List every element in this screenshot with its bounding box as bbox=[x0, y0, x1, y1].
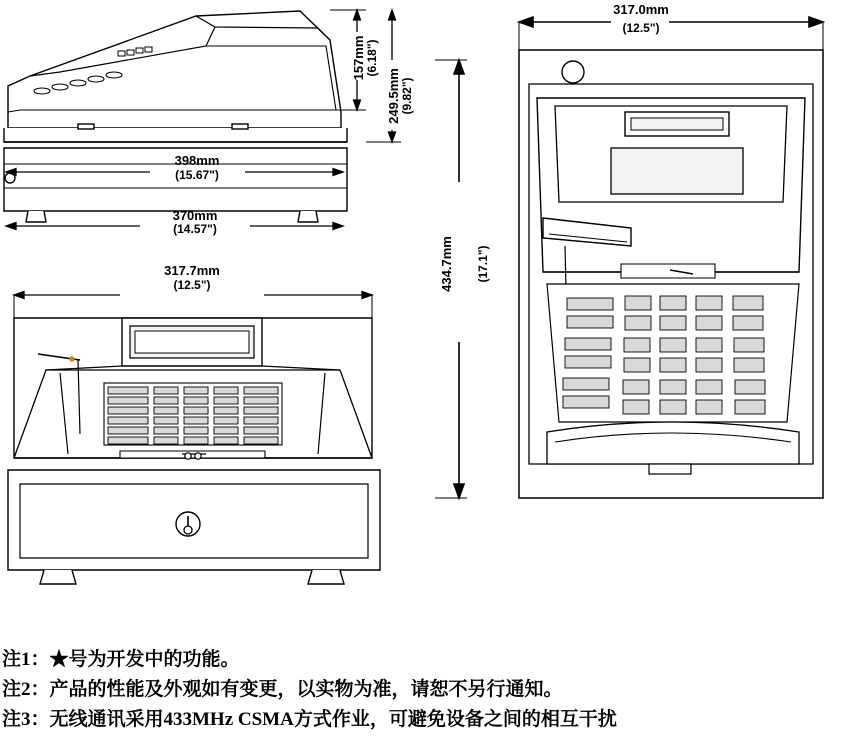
dim-front-width-mm: 317.7mm bbox=[164, 263, 220, 278]
note-line-2: 注2：产品的性能及外观如有变更，以实物为准，请恕不另行通知。 bbox=[2, 679, 563, 700]
dim-depth-lower-in: (14.57") bbox=[173, 222, 217, 236]
top-view bbox=[415, 2, 845, 542]
dim-depth-upper-mm: 398mm bbox=[174, 153, 220, 168]
dim-top-height-mm: 434.7mm bbox=[439, 236, 454, 292]
dim-height-display-in: (6.18") bbox=[365, 39, 379, 77]
dim-top-height-in: (17.1") bbox=[476, 245, 490, 283]
dim-depth-lower-mm: 370mm bbox=[172, 208, 218, 223]
front-view bbox=[0, 258, 420, 618]
dim-top-width-mm: 317.0mm bbox=[613, 2, 669, 17]
dim-top-width-in: (12.5") bbox=[622, 21, 660, 35]
note-line-3: 注3：无线通讯采用433MHz CSMA方式作业，可避免设备之间的相互干扰 bbox=[2, 709, 617, 730]
side-view bbox=[0, 2, 430, 247]
note-line-1: 注1：★号为开发中的功能。 bbox=[2, 649, 240, 670]
dim-front-width-in: (12.5") bbox=[173, 278, 211, 292]
dim-height-total-in: (9.82") bbox=[400, 77, 414, 115]
dim-height-display-mm: 157mm bbox=[351, 35, 366, 81]
dim-depth-upper-in: (15.67") bbox=[175, 168, 219, 182]
dim-height-total-mm: 249.5mm bbox=[386, 68, 401, 124]
notes-block bbox=[0, 645, 849, 735]
